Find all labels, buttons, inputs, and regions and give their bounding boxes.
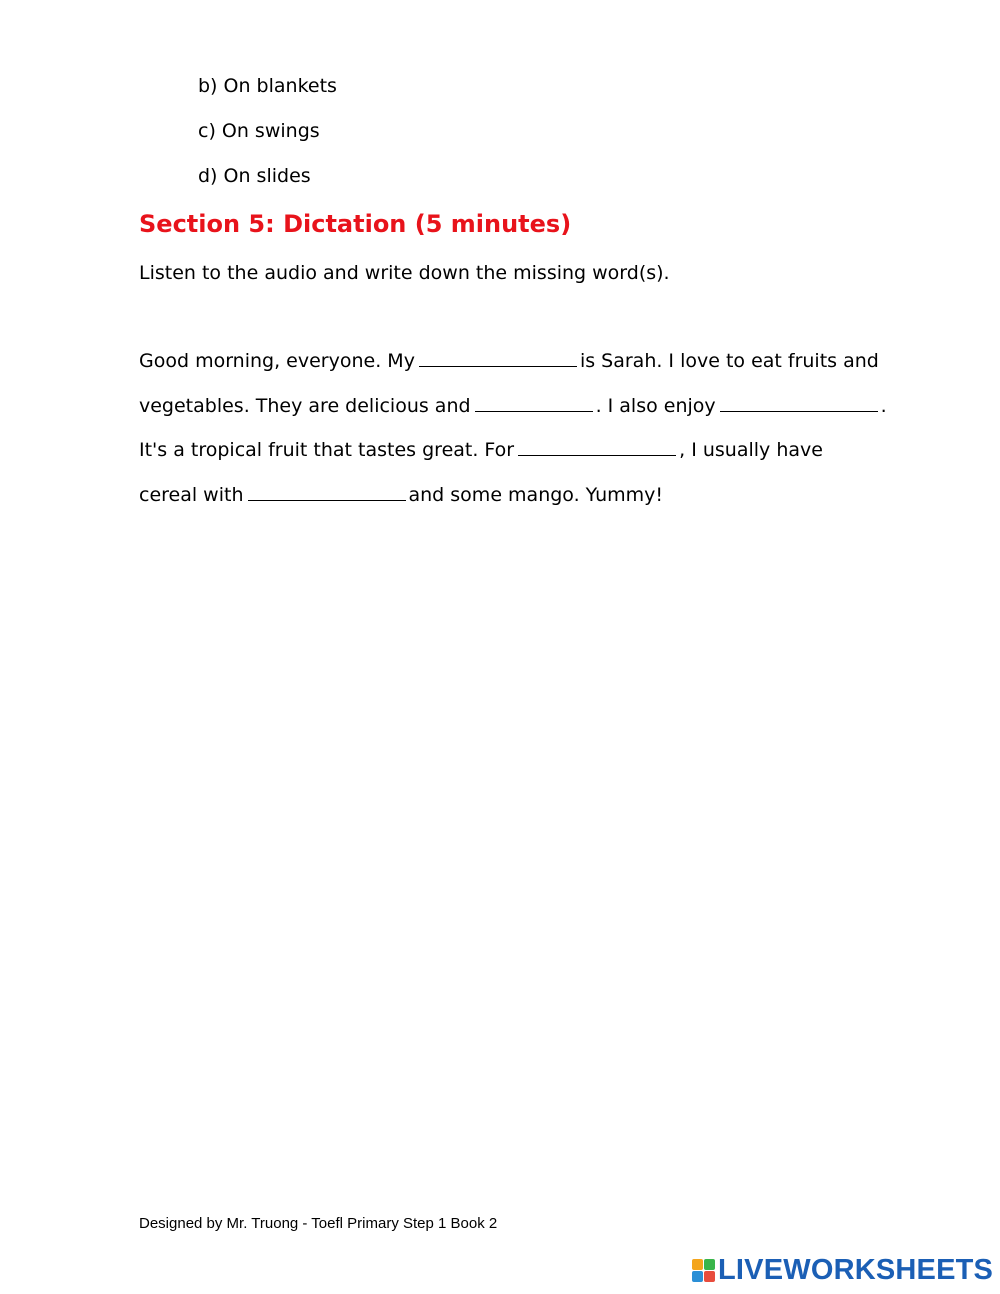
passage-line-1 <box>139 346 879 373</box>
answer-blank-1[interactable] <box>419 346 577 367</box>
passage-line-2 <box>139 391 887 418</box>
passage-text: . I also enjoy <box>595 395 716 417</box>
passage-text: It's a tropical fruit that tastes great. For <box>139 439 515 461</box>
logo-tile <box>704 1271 715 1282</box>
passage-line-4 <box>139 480 663 507</box>
logo-tile <box>692 1259 703 1270</box>
passage-text: and some mango. Yummy! <box>408 484 664 506</box>
passage-text: vegetables. They are delicious and <box>139 395 471 417</box>
answer-blank-5[interactable] <box>248 480 406 501</box>
answer-option-b: b) On blankets <box>198 75 337 97</box>
passage-text: Good morning, everyone. My <box>139 350 415 372</box>
answer-blank-4[interactable] <box>518 435 676 456</box>
section-instruction: Listen to the audio and write down the missing word(s). <box>139 262 670 284</box>
answer-blank-2[interactable] <box>475 391 593 412</box>
passage-text: . <box>880 395 887 417</box>
footer-credit: Designed by Mr. Truong - Toefl Primary Step 1 Book 2 <box>139 1215 498 1232</box>
liveworksheets-wordmark: LIVEWORKSHEETS <box>718 1254 994 1286</box>
answer-blank-3[interactable] <box>720 391 878 412</box>
passage-text: , I usually have <box>679 439 823 461</box>
answer-option-d: d) On slides <box>198 165 311 187</box>
logo-tile <box>692 1271 703 1282</box>
liveworksheets-logo[interactable] <box>692 1254 993 1286</box>
liveworksheets-logo-icon <box>692 1259 715 1282</box>
answer-option-c: c) On swings <box>198 120 320 142</box>
passage-text: cereal with <box>139 484 244 506</box>
passage-text: is Sarah. I love to eat fruits and <box>579 350 879 372</box>
logo-tile <box>704 1259 715 1270</box>
passage-line-3 <box>139 435 823 462</box>
section-heading: Section 5: Dictation (5 minutes) <box>139 210 572 238</box>
